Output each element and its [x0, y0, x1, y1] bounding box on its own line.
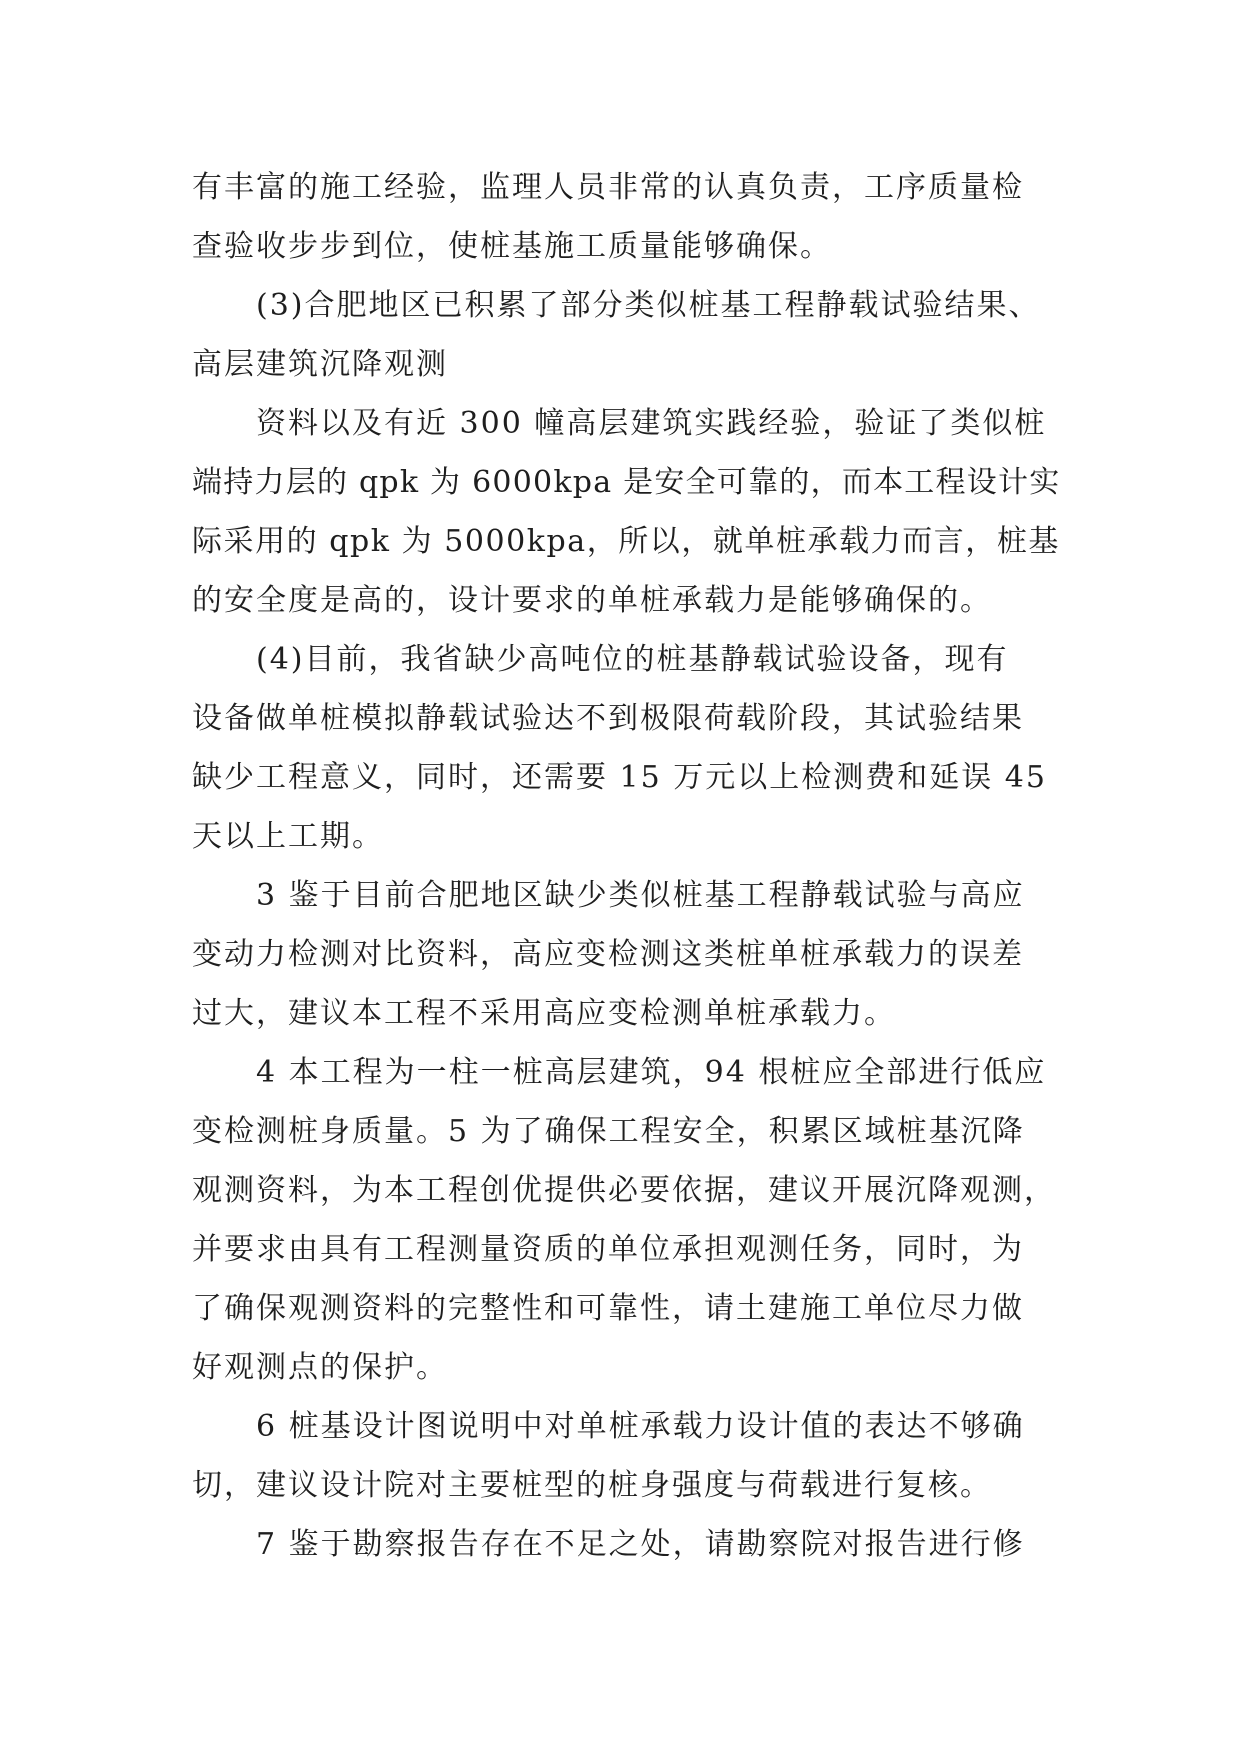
paragraph	[192, 1515, 1060, 1574]
text-line: 变检测桩身质量。5 为了确保工程安全，积累区域桩基沉降	[192, 1114, 1025, 1149]
paragraph	[192, 866, 1060, 1043]
paragraph	[192, 1397, 1060, 1515]
paragraph	[192, 1043, 1060, 1397]
text-line: 变动力检测对比资料，高应变检测这类桩单桩承载力的误差	[192, 937, 1024, 972]
text-line: 天以上工期。	[192, 819, 384, 854]
text-line: 3 鉴于目前合肥地区缺少类似桩基工程静载试验与高应	[256, 878, 1025, 913]
paragraph	[192, 158, 1060, 276]
document-body	[192, 158, 1060, 1574]
text-line: 设备做单桩模拟静载试验达不到极限荷载阶段，其试验结果	[192, 701, 1024, 736]
text-line: 资料以及有近 300 幢高层建筑实践经验，验证了类似桩	[256, 406, 1047, 441]
text-line: 端持力层的 qpk 为 6000kpa 是安全可靠的，而本工程设计实	[192, 465, 1061, 500]
text-line: 际采用的 qpk 为 5000kpa，所以，就单桩承载力而言，桩基	[192, 524, 1060, 559]
text-line: 过大，建议本工程不采用高应变检测单桩承载力。	[192, 996, 896, 1031]
text-line: (4)目前，我省缺少高吨位的桩基静载试验设备，现有	[256, 642, 1009, 677]
text-line: 查验收步步到位，使桩基施工质量能够确保。	[192, 229, 832, 264]
text-line: (3)合肥地区已积累了部分类似桩基工程静载试验结果、	[256, 288, 1041, 323]
text-line: 7 鉴于勘察报告存在不足之处，请勘察院对报告进行修	[256, 1527, 1025, 1562]
text-line: 的安全度是高的，设计要求的单桩承载力是能够确保的。	[192, 583, 992, 618]
text-line: 并要求由具有工程测量资质的单位承担观测任务，同时，为	[192, 1232, 1024, 1267]
text-line: 观测资料，为本工程创优提供必要依据，建议开展沉降观测，	[192, 1173, 1056, 1208]
text-line: 好观测点的保护。	[192, 1350, 448, 1385]
text-line: 切，建议设计院对主要桩型的桩身强度与荷载进行复核。	[192, 1468, 992, 1503]
text-line: 有丰富的施工经验，监理人员非常的认真负责，工序质量检	[192, 170, 1024, 205]
paragraph	[192, 394, 1060, 630]
paragraph	[192, 276, 1060, 394]
text-line: 4 本工程为一柱一桩高层建筑，94 根桩应全部进行低应	[256, 1055, 1047, 1090]
text-line: 高层建筑沉降观测	[192, 347, 448, 382]
text-line: 了确保观测资料的完整性和可靠性，请土建施工单位尽力做	[192, 1291, 1024, 1326]
paragraph	[192, 630, 1060, 866]
text-line: 6 桩基设计图说明中对单桩承载力设计值的表达不够确	[256, 1409, 1025, 1444]
text-line: 缺少工程意义，同时，还需要 15 万元以上检测费和延误 45	[192, 760, 1047, 795]
